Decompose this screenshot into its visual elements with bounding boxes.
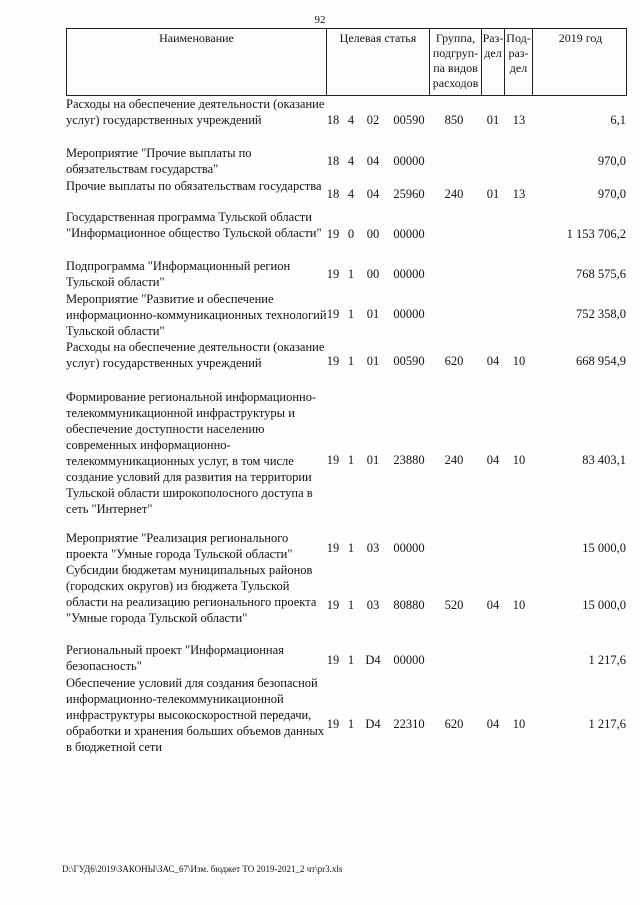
cell-c2: 1 bbox=[347, 541, 355, 555]
cell-c2: 1 bbox=[347, 453, 355, 467]
cell-c2: 1 bbox=[347, 307, 355, 321]
cell-c2: 1 bbox=[347, 653, 355, 667]
cell-c5: 240 bbox=[444, 187, 464, 201]
cell-c4: 00000 bbox=[393, 307, 425, 321]
cell-c4: 00000 bbox=[393, 653, 425, 667]
cell-c1: 19 bbox=[326, 267, 340, 281]
table-row bbox=[0, 258, 640, 290]
table-row bbox=[0, 339, 640, 371]
table-row bbox=[0, 209, 640, 257]
row-name: Мероприятие "Развитие и обеспечение информационно-коммуникационных технологий Тульской области" bbox=[66, 292, 327, 338]
cell-c3: 01 bbox=[366, 453, 380, 467]
cell-c7: 10 bbox=[512, 453, 526, 467]
cell-c6: 04 bbox=[486, 717, 500, 731]
row-name: Расходы на обеспечение деятельности (оказание услуг) государственных учреждений bbox=[66, 97, 325, 127]
cell-amount: 970,0 bbox=[597, 154, 626, 168]
cell-c5: 620 bbox=[444, 354, 464, 368]
cell-c7: 10 bbox=[512, 354, 526, 368]
cell-c7: 10 bbox=[512, 598, 526, 612]
row-name: Подпрограмма "Информационный регион Тульской области" bbox=[66, 259, 291, 289]
cell-c2: 0 bbox=[347, 227, 355, 241]
cell-c4: 00000 bbox=[393, 227, 425, 241]
table-row bbox=[0, 642, 640, 674]
cell-c2: 4 bbox=[347, 113, 355, 127]
row-name: Формирование региональной информационно-телекоммуникационной инфраструктуры и обеспечение доступности населению современных информационно-телекоммуникационных услуг, в том числе создание условий для развития на территории Тульской области широкополосного доступа в сеть "Интернет" bbox=[66, 390, 317, 516]
cell-amount: 83 403,1 bbox=[582, 453, 626, 467]
cell-c3: 02 bbox=[366, 113, 380, 127]
cell-c4: 00590 bbox=[393, 113, 425, 127]
cell-amount: 6,1 bbox=[610, 113, 626, 127]
cell-c3: 00 bbox=[366, 227, 380, 241]
cell-c6: 04 bbox=[486, 598, 500, 612]
table-header bbox=[66, 28, 627, 96]
cell-amount: 15 000,0 bbox=[582, 541, 626, 555]
page-number: 92 bbox=[314, 14, 326, 26]
table-row bbox=[0, 96, 640, 128]
cell-c5: 620 bbox=[444, 717, 464, 731]
cell-c4: 00000 bbox=[393, 541, 425, 555]
cell-c4: 80880 bbox=[393, 598, 425, 612]
cell-c2: 1 bbox=[347, 717, 355, 731]
header-name: Наименование bbox=[67, 29, 327, 95]
cell-c6: 04 bbox=[486, 453, 500, 467]
cell-c1: 18 bbox=[326, 187, 340, 201]
header-year: 2019 год bbox=[558, 31, 603, 45]
cell-amount: 1 217,6 bbox=[588, 717, 626, 731]
cell-c3: 04 bbox=[366, 154, 380, 168]
cell-c1: 19 bbox=[326, 307, 340, 321]
cell-amount: 1 217,6 bbox=[588, 653, 626, 667]
cell-c2: 4 bbox=[347, 154, 355, 168]
cell-c1: 19 bbox=[326, 717, 340, 731]
cell-c1: 18 bbox=[326, 113, 340, 127]
row-name: Прочие выплаты по обязательствам государства bbox=[66, 179, 322, 193]
cell-c4: 25960 bbox=[393, 187, 425, 201]
cell-c1: 19 bbox=[326, 354, 340, 368]
row-name: Государственная программа Тульской области "Информационное общество Тульской области" bbox=[66, 210, 322, 240]
table-row bbox=[0, 389, 640, 517]
row-name: Расходы на обеспечение деятельности (оказание услуг) государственных учреждений bbox=[66, 340, 325, 370]
cell-c3: D4 bbox=[365, 653, 381, 667]
cell-amount: 1 153 706,2 bbox=[566, 227, 626, 241]
cell-c4: 00000 bbox=[393, 154, 425, 168]
cell-c1: 19 bbox=[326, 653, 340, 667]
table-row bbox=[0, 675, 640, 755]
cell-c4: 23880 bbox=[393, 453, 425, 467]
cell-amount: 752 358,0 bbox=[576, 307, 626, 321]
cell-c1: 19 bbox=[326, 598, 340, 612]
cell-c6: 01 bbox=[486, 187, 500, 201]
cell-c4: 00590 bbox=[393, 354, 425, 368]
row-name: Мероприятие "Прочие выплаты по обязательствам государства" bbox=[66, 146, 252, 176]
cell-c3: D4 bbox=[365, 717, 381, 731]
cell-amount: 668 954,9 bbox=[576, 354, 626, 368]
table-row bbox=[0, 562, 640, 626]
cell-c1: 19 bbox=[326, 453, 340, 467]
cell-c2: 1 bbox=[347, 598, 355, 612]
cell-c2: 1 bbox=[347, 267, 355, 281]
cell-c3: 04 bbox=[366, 187, 380, 201]
cell-amount: 970,0 bbox=[597, 187, 626, 201]
cell-c3: 03 bbox=[366, 598, 380, 612]
cell-c6: 01 bbox=[486, 113, 500, 127]
cell-c7: 13 bbox=[512, 113, 526, 127]
cell-c5: 520 bbox=[444, 598, 464, 612]
cell-c6: 04 bbox=[486, 354, 500, 368]
table-row bbox=[0, 530, 640, 562]
cell-c3: 01 bbox=[366, 307, 380, 321]
cell-amount: 768 575,6 bbox=[576, 267, 626, 281]
row-name: Региональный проект "Информационная безопасность" bbox=[66, 643, 284, 673]
cell-c1: 18 bbox=[326, 154, 340, 168]
cell-c5: 850 bbox=[444, 113, 464, 127]
cell-c4: 22310 bbox=[393, 717, 425, 731]
cell-c2: 4 bbox=[347, 187, 355, 201]
header-target: Целевая статья bbox=[327, 29, 430, 95]
cell-amount: 15 000,0 bbox=[582, 598, 626, 612]
header-subsection: Под-раз-дел bbox=[505, 29, 533, 95]
row-name: Субсидии бюджетам муниципальных районов (городских округов) из бюджета Тульской области на реализацию регионального проекта "Умные города Тульской области" bbox=[66, 563, 317, 625]
cell-c1: 19 bbox=[326, 227, 340, 241]
row-name: Обеспечение условий для создания безопасной информационно-телекоммуникационной инфраструктуры высокоскоростной передачи, обработки и хранения больших объемов данных в бюджетной сети bbox=[66, 676, 325, 754]
cell-c7: 13 bbox=[512, 187, 526, 201]
row-name: Мероприятие "Реализация регионального проекта "Умные города Тульской области" bbox=[66, 531, 293, 561]
cell-c1: 19 bbox=[326, 541, 340, 555]
header-section: Раз-дел bbox=[482, 29, 505, 95]
cell-c2: 1 bbox=[347, 354, 355, 368]
table-row bbox=[0, 178, 640, 210]
table-row bbox=[0, 291, 640, 339]
cell-c7: 10 bbox=[512, 717, 526, 731]
cell-c5: 240 bbox=[444, 453, 464, 467]
cell-c3: 03 bbox=[366, 541, 380, 555]
file-path-footer: D:\ГУД6\2019\ЗАКОНЫ\ЗАС_67\Изм. бюджет ТО 2019-2021_2 чт\pr3.xls bbox=[62, 864, 343, 874]
cell-c3: 00 bbox=[366, 267, 380, 281]
table-row bbox=[0, 145, 640, 177]
cell-c3: 01 bbox=[366, 354, 380, 368]
cell-c4: 00000 bbox=[393, 267, 425, 281]
header-group: Группа, подгруп-па видов расходов bbox=[430, 29, 482, 95]
